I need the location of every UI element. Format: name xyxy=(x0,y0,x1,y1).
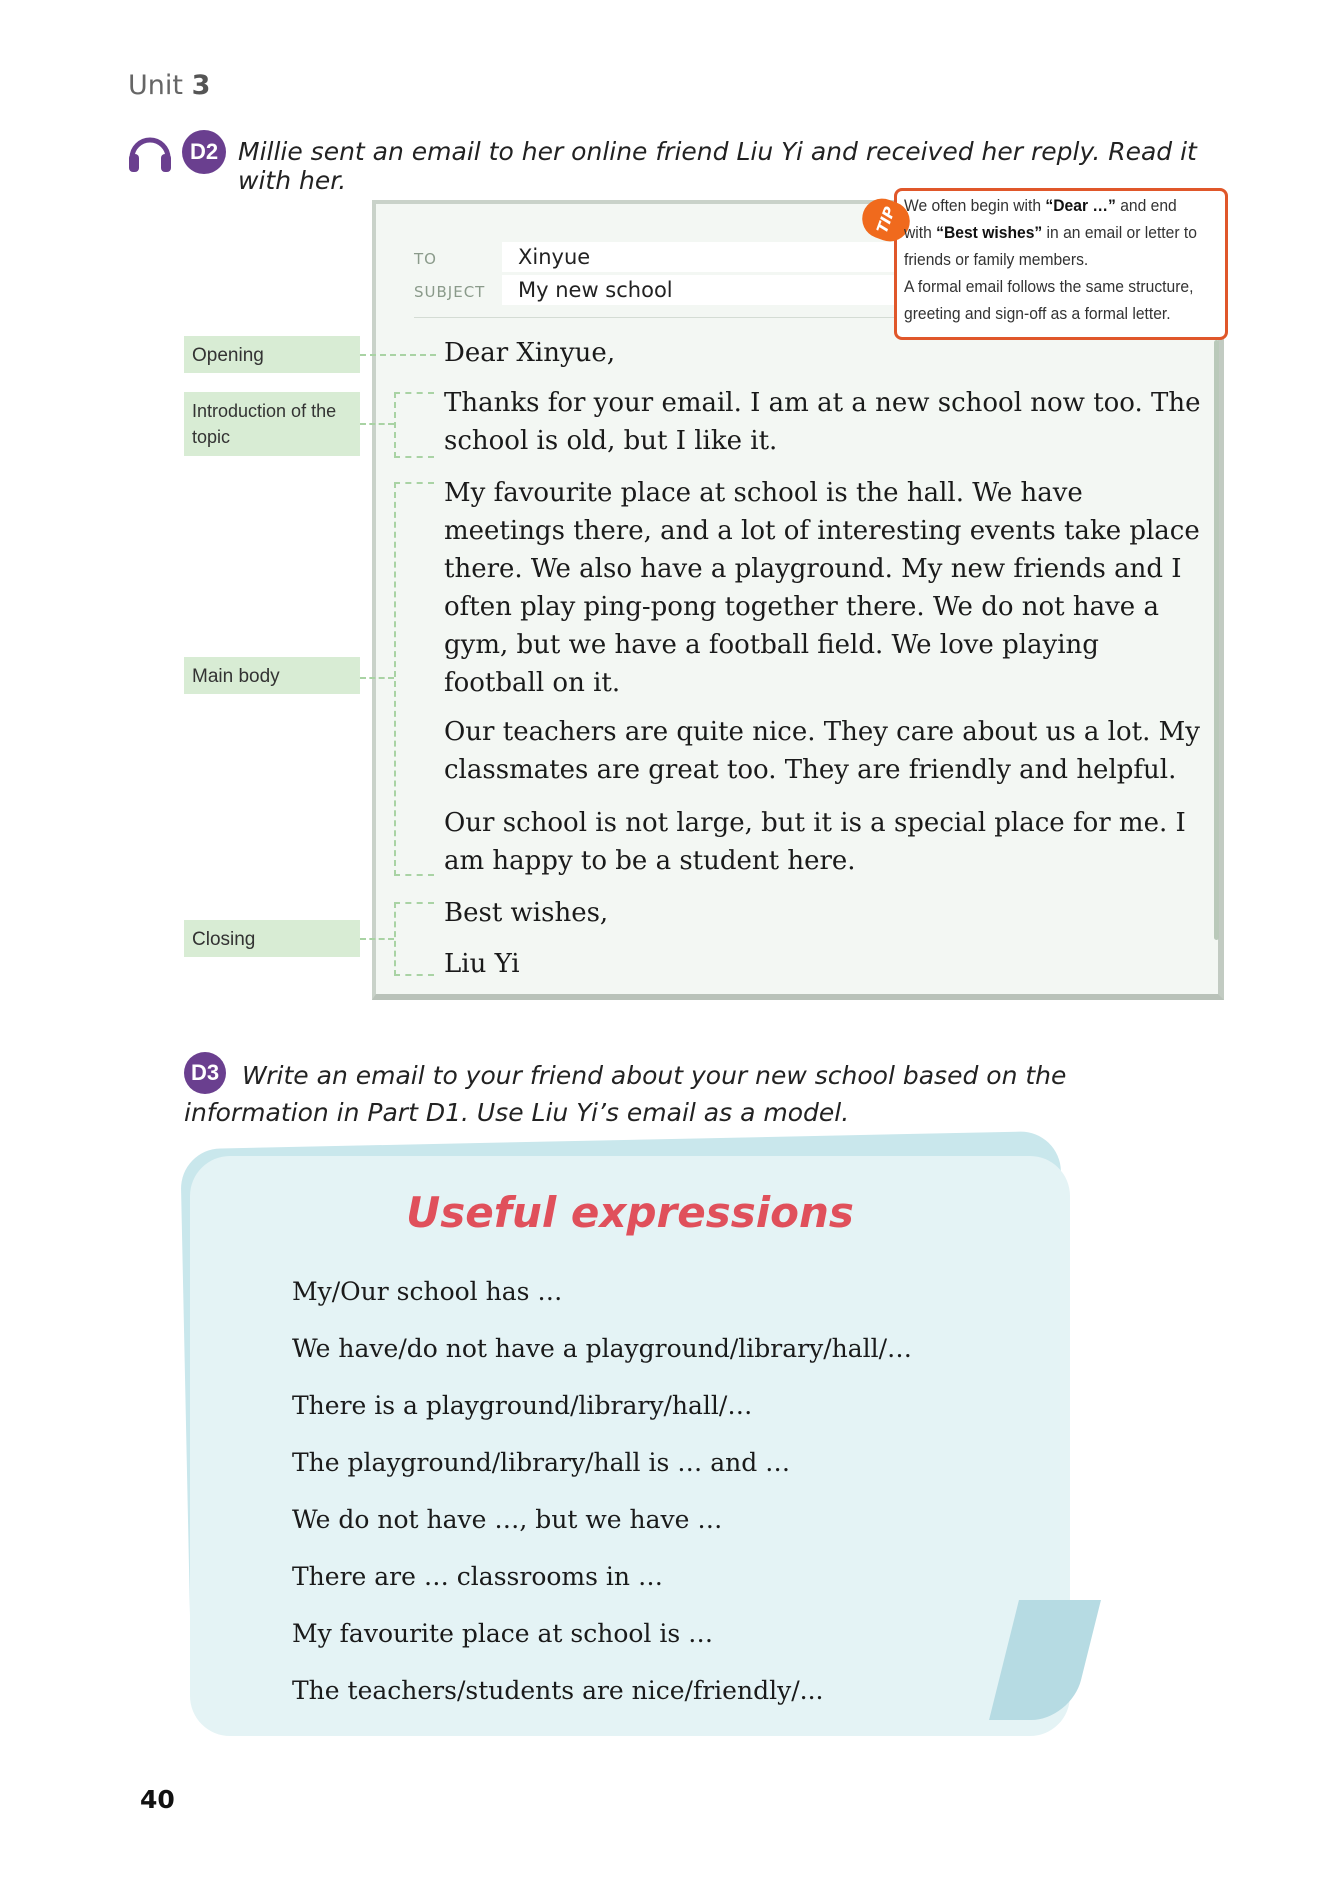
scrollbar[interactable] xyxy=(1214,340,1219,940)
useful-expressions-title: Useful expressions xyxy=(406,1188,854,1237)
email-paragraph-1: Thanks for your email. I am at a new school now too. The school is old, but I like it. xyxy=(444,388,1201,456)
headphones-icon[interactable] xyxy=(126,128,174,174)
email-paragraph-3: Our teachers are quite nice. They care about us a lot. My classmates are great too. They are friendly and helpful. xyxy=(444,717,1200,785)
unit-word: Unit xyxy=(128,70,183,101)
connector-closing xyxy=(360,938,394,940)
to-label: TO xyxy=(414,250,437,268)
page-number: 40 xyxy=(140,1785,175,1814)
email-paragraph-2: My favourite place at school is the hall. We have meetings there, and a lot of interesting events take place there. We also have a playground. My new friends and I often play ping-pong together there. We do not have a gym, but we have a football field. We love playing football on it. xyxy=(444,478,1200,698)
section-badge-d2: D2 xyxy=(182,130,226,174)
label-closing: Closing xyxy=(184,920,360,957)
expression-item: The playground/library/hall is … and … xyxy=(292,1448,791,1477)
email-paragraph-4: Our school is not large, but it is a special place for me. I am happy to be a student here. xyxy=(444,808,1186,876)
useful-expressions-card xyxy=(190,1156,1070,1736)
expression-item: The teachers/students are nice/friendly/... xyxy=(292,1676,824,1705)
label-main-body: Main body xyxy=(184,657,360,694)
subject-label: SUBJECT xyxy=(414,283,486,301)
unit-heading xyxy=(128,70,210,101)
bracket-main-body xyxy=(394,482,434,876)
d3-instruction: Write an email to your friend about your new school based on the information in Part D1. Use Liu Yi’s email as a model. xyxy=(184,1061,1067,1127)
email-signature: Liu Yi xyxy=(444,949,520,979)
label-introduction: Introduction of the topic xyxy=(184,392,360,456)
expression-item: We do not have …, but we have … xyxy=(292,1505,723,1534)
bracket-introduction xyxy=(394,392,434,458)
expression-item: My favourite place at school is … xyxy=(292,1619,714,1648)
expression-item: My/Our school has … xyxy=(292,1277,563,1306)
expression-item: There are … classrooms in … xyxy=(292,1562,663,1591)
tip-text: We often begin with “Dear …” and end with “Best wishes” in an email or letter to friends or family members. A formal email follows the same structure, greeting and sign-off as a formal letter. xyxy=(904,196,1197,323)
email-greeting: Dear Xinyue, xyxy=(444,338,616,368)
section-badge-d3: D3 xyxy=(184,1052,226,1094)
expression-item: We have/do not have a playground/library/hall/… xyxy=(292,1334,913,1363)
email-signoff: Best wishes, xyxy=(444,898,609,928)
bracket-closing xyxy=(394,902,434,976)
connector-opening xyxy=(360,354,436,356)
connector-main-body xyxy=(360,677,394,679)
unit-number: 3 xyxy=(191,70,211,101)
subject-field[interactable]: My new school xyxy=(502,275,902,305)
connector-introduction xyxy=(360,423,394,425)
tip-badge: TIP xyxy=(857,193,916,247)
label-opening: Opening xyxy=(184,336,360,373)
d2-instruction: Millie sent an email to her online friend Liu Yi and received her reply. Read it with her. xyxy=(238,137,1197,195)
expression-item: There is a playground/library/hall/… xyxy=(292,1391,753,1420)
to-field[interactable]: Xinyue xyxy=(502,242,902,272)
